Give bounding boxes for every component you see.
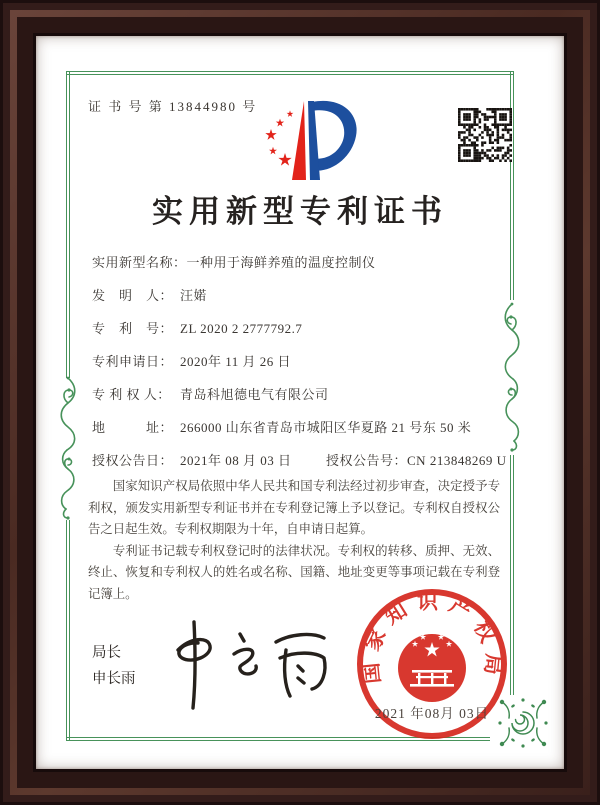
logo-stars xyxy=(265,110,293,165)
field-value: 266000 山东省青岛市城阳区华夏路 21 号东 50 米 xyxy=(180,420,472,435)
field-row-grant xyxy=(92,450,507,469)
cnipa-logo-icon xyxy=(240,94,360,184)
flourish-ornament-left xyxy=(51,376,85,520)
logo-red-wedge xyxy=(292,101,306,180)
seal-ring-text-path: 国家知识产权局 xyxy=(358,590,506,685)
field-label: 发 明 人： xyxy=(92,288,174,303)
legal-paragraph-2: 专利证书记载专利权登记时的法律状况。专利权的转移、质押、无效、终止、恢复和专利权人的姓名或名称、国籍、地址变更等事项记载在专利登记簿上。 xyxy=(88,543,500,601)
field-value: ZL 2020 2 2777792.7 xyxy=(180,321,303,336)
field-value: 汪婼 xyxy=(180,288,208,303)
field-row-patentee xyxy=(92,384,329,403)
seal-emblem xyxy=(398,634,466,702)
field-row-name xyxy=(92,252,376,271)
signer-block xyxy=(92,640,136,692)
certificate-number: 证 书 号 第 13844980 号 xyxy=(88,99,258,114)
field-label: 专 利 权 人： xyxy=(92,387,171,402)
field-label: 专利申请日： xyxy=(92,354,174,369)
grant-no-group xyxy=(326,450,506,469)
qr-code xyxy=(458,108,512,162)
green-border-left-lower xyxy=(66,520,70,741)
signer-name: 申长雨 xyxy=(92,671,136,687)
field-value: 青岛科旭德电气有限公司 xyxy=(180,387,329,402)
grant-no-label: 授权公告号： xyxy=(326,453,408,468)
grant-no-value: CN 213848269 U xyxy=(407,453,507,468)
field-value: 一种用于海鲜养殖的温度控制仪 xyxy=(186,255,376,270)
field-label: 地 址： xyxy=(92,420,174,435)
field-label: 专 利 号： xyxy=(92,321,174,336)
field-label: 实用新型名称： xyxy=(92,255,187,270)
grant-date-label: 授权公告日： xyxy=(92,453,174,468)
field-row-filing-date xyxy=(92,351,291,370)
field-row-patent-no xyxy=(92,318,302,337)
green-border-top xyxy=(66,71,514,75)
legal-paragraph-1: 国家知识产权局依照中华人民共和国专利法经过初步审查，决定授予专利权，颁发实用新型专利证书并在专利登记簿上予以登记。专利权自授权公告之日起生效。专利权期限为十年，自申请日起算。 xyxy=(88,479,500,537)
grant-date-value: 2021年 08 月 03 日 xyxy=(180,453,292,468)
seal-date: 2021 年08月 03日 xyxy=(374,706,490,721)
logo-p-stem xyxy=(308,101,320,180)
field-value: 2020年 11 月 26 日 xyxy=(180,354,292,369)
certificate-title: 实用新型专利证书 xyxy=(152,194,448,229)
certificate-page xyxy=(36,36,564,769)
field-row-inventor xyxy=(92,285,207,304)
field-row-address xyxy=(92,417,471,436)
flourish-ornament-right xyxy=(495,302,529,452)
signer-title: 局长 xyxy=(92,645,121,661)
signature-shen-changyu xyxy=(148,608,338,718)
